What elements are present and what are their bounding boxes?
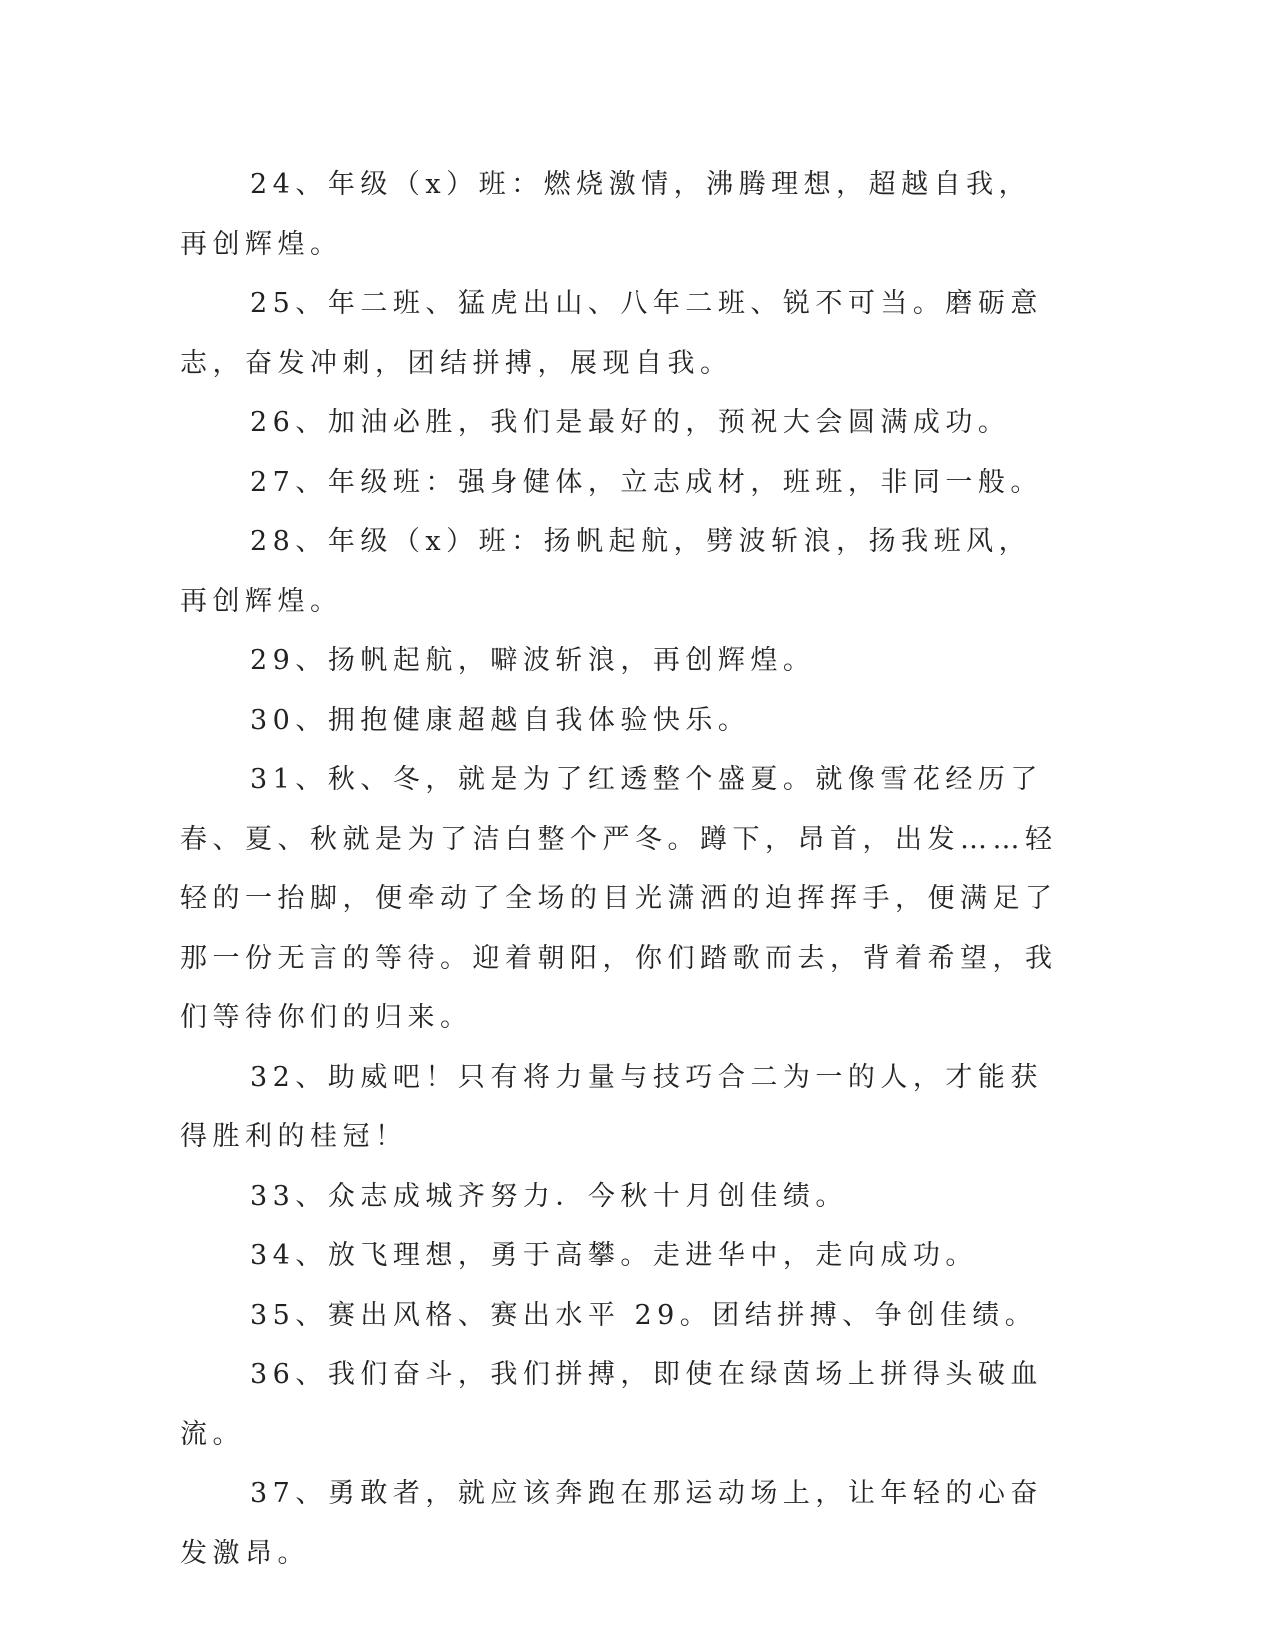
paragraph-31: 31、秋、冬，就是为了红透整个盛夏。就像雪花经历了春、夏、秋就是为了洁白整个严冬。蹲下，昂首，出发……轻轻的一抬脚，便牵动了全场的目光潇洒的迫挥挥手，便满足了那一份无言的等待。迎着朝阳，你们踏歌而去，背着希望，我们等待你们的归来。: [180, 764, 1058, 1033]
document-body: [180, 155, 1060, 1583]
paragraph-33: 33、众志成城齐努力．今秋十月创佳绩。: [250, 1180, 848, 1212]
paragraph-35: 35、赛出风格、赛出水平 29。团结拼搏、争创佳绩。: [250, 1299, 1038, 1331]
paragraph-24: 24、年级（x）班：燃烧激情，沸腾理想，超越自我，再创辉煌。: [180, 169, 1032, 260]
paragraph-26: 26、加油必胜，我们是最好的，预祝大会圆满成功。: [250, 407, 1011, 438]
paragraph-25: 25、年二班、猛虎出山、八年二班、锐不可当。磨砺意志，奋发冲刺，团结拼搏，展现自我。: [180, 288, 1043, 379]
paragraph-27: 27、年级班：强身健体，立志成材，班班，非同一般。: [250, 466, 1043, 498]
paragraph-32: 32、助威吧！只有将力量与技巧合二为一的人，才能获得胜利的桂冠！: [180, 1061, 1043, 1152]
paragraph-34: 34、放飞理想，勇于高攀。走进华中，走向成功。: [250, 1240, 978, 1271]
paragraph-37: 37、勇敢者，就应该奔跑在那运动场上，让年轻的心奋发激昂。: [180, 1478, 1043, 1569]
paragraph-29: 29、扬帆起航，噼波斩浪，再创辉煌。: [250, 645, 816, 676]
paragraph-30: 30、拥抱健康超越自我体验快乐。: [250, 704, 751, 736]
paragraph-36: 36、我们奋斗，我们拼搏，即使在绿茵场上拼得头破血流。: [180, 1359, 1043, 1450]
paragraph-28: 28、年级（x）班：扬帆起航，劈波斩浪，扬我班风，再创辉煌。: [180, 526, 1032, 617]
